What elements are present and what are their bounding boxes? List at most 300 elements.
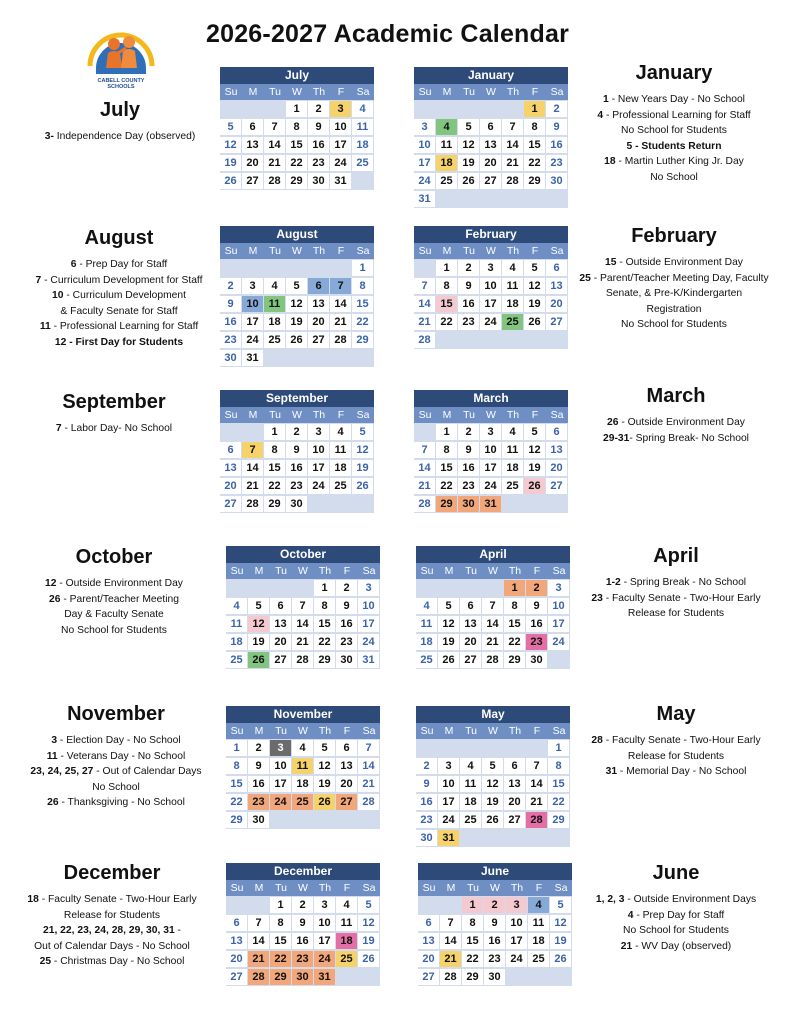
day-cell: 31 [358, 652, 379, 668]
calendar-march [414, 390, 568, 513]
day-cell: 22 [270, 951, 291, 967]
empty-day-cell [330, 260, 351, 276]
day-cell: 13 [504, 776, 525, 792]
event-text: Senate, & Pre-K/Kindergarten [605, 288, 743, 299]
day-cell: 11 [502, 278, 523, 294]
day-cell: 24 [358, 634, 379, 650]
day-cell: 3 [314, 897, 335, 913]
day-cell: 19 [314, 776, 335, 792]
day-cell: 11 [502, 442, 523, 458]
weekday-label: W [292, 86, 302, 98]
weekday-label: Th [312, 245, 326, 257]
calendar-month-header: December [226, 863, 380, 880]
day-cell: 18 [336, 933, 357, 949]
weekday-label: M [248, 86, 258, 98]
day-cell: 17 [506, 933, 527, 949]
weekday-header-row [414, 84, 568, 100]
calendar-day-grid [414, 100, 568, 208]
day-cell: 1 [264, 424, 285, 440]
day-cell: 11 [416, 616, 437, 632]
day-cell: 30 [286, 496, 307, 512]
event-text: - Parent/Teacher Meeting [60, 593, 179, 605]
day-cell: 2 [484, 897, 505, 913]
empty-day-cell [264, 260, 285, 276]
event-date: 23, 24, 25, 27 [30, 766, 94, 777]
weekday-label: Sa [552, 725, 566, 737]
event-date: 26 [47, 797, 59, 808]
day-cell: 9 [458, 442, 479, 458]
day-cell: 5 [248, 598, 269, 614]
day-cell: 12 [286, 296, 307, 312]
day-cell: 6 [480, 119, 501, 135]
event-text: - Professional Learning for Staff [50, 321, 199, 332]
day-cell: 20 [546, 296, 567, 312]
event-line [10, 892, 214, 908]
day-cell: 14 [264, 137, 285, 153]
day-cell: 5 [220, 119, 241, 135]
day-cell: 24 [480, 314, 501, 330]
event-line [14, 421, 214, 437]
empty-day-cell [286, 260, 307, 276]
empty-day-cell [480, 101, 501, 117]
weekday-label: F [337, 409, 345, 421]
day-cell: 23 [416, 812, 437, 828]
calendar-june [418, 863, 572, 986]
day-cell: 1 [524, 101, 545, 117]
day-cell: 25 [226, 652, 247, 668]
day-cell: 26 [458, 173, 479, 189]
weekday-label: F [343, 725, 351, 737]
day-cell: 27 [504, 812, 525, 828]
event-line [564, 286, 784, 302]
day-cell: 15 [270, 933, 291, 949]
calendar-day-grid [418, 896, 572, 986]
weekday-label: W [490, 882, 500, 894]
event-text: - Thanksgiving - No School [58, 797, 185, 808]
weekday-label: Tu [269, 86, 281, 98]
day-cell: 25 [416, 652, 437, 668]
day-cell: 1 [436, 260, 457, 276]
weekday-label: M [444, 725, 454, 737]
day-cell: 2 [308, 101, 329, 117]
month-heading: June [652, 862, 700, 884]
day-cell: 8 [314, 598, 335, 614]
event-line [576, 591, 776, 607]
day-cell: 17 [414, 155, 435, 171]
event-date: 26 [49, 593, 61, 605]
day-cell: 30 [248, 812, 269, 828]
day-cell: 27 [546, 314, 567, 330]
event-text: No School [92, 781, 140, 793]
event-line [10, 288, 228, 304]
weekday-label: M [248, 409, 258, 421]
day-cell: 5 [314, 740, 335, 756]
day-cell: 19 [220, 155, 241, 171]
event-line [576, 431, 776, 447]
event-line [576, 415, 776, 431]
weekday-label: M [248, 245, 258, 257]
weekday-label: Sa [550, 245, 564, 257]
empty-day-cell [220, 424, 241, 440]
weekday-label: F [533, 725, 541, 737]
day-cell: 7 [414, 278, 435, 294]
day-cell: 2 [526, 580, 547, 596]
calendar-day-grid [220, 100, 374, 190]
event-line [574, 139, 774, 155]
day-cell: 13 [480, 137, 501, 153]
day-cell: 9 [220, 296, 241, 312]
event-text: - Martin Luther King Jr. Day [615, 156, 744, 167]
day-cell: 24 [480, 478, 501, 494]
day-cell: 9 [292, 915, 313, 931]
weekday-label: M [254, 882, 264, 894]
event-text: - Prep Day for Staff [76, 259, 168, 270]
day-cell: 15 [462, 933, 483, 949]
day-cell: 24 [330, 155, 351, 171]
event-text: - Outside Environment Day [616, 257, 743, 268]
day-cell: 23 [220, 332, 241, 348]
event-text: No School [650, 171, 698, 183]
event-date: 18 [27, 894, 39, 905]
weekday-label: Sa [554, 882, 568, 894]
day-cell: 31 [314, 969, 335, 985]
day-cell: 31 [480, 496, 501, 512]
day-cell: 10 [270, 758, 291, 774]
weekday-label: W [292, 245, 302, 257]
day-cell: 4 [416, 598, 437, 614]
weekday-label: Th [508, 725, 522, 737]
event-text: - [174, 925, 181, 936]
notes-may [576, 701, 776, 780]
day-cell: 31 [414, 191, 435, 207]
event-date: 7 [35, 274, 42, 286]
day-cell: 17 [480, 296, 501, 312]
day-cell: 25 [336, 951, 357, 967]
weekday-label: Tu [463, 409, 475, 421]
weekday-label: W [292, 409, 302, 421]
event-date: 3 [51, 735, 58, 746]
day-cell: 11 [226, 616, 247, 632]
day-cell: 18 [502, 296, 523, 312]
day-cell: 28 [502, 173, 523, 189]
day-cell: 13 [418, 933, 439, 949]
event-line [10, 923, 214, 939]
day-cell: 28 [264, 173, 285, 189]
day-cell: 9 [416, 776, 437, 792]
event-text: - Professional Learning for Staff [603, 109, 751, 121]
event-text: - New Years Day - No School [608, 94, 745, 105]
day-cell: 23 [292, 951, 313, 967]
day-cell: 29 [524, 173, 545, 189]
event-text: Out of Calendar Days - No School [34, 940, 190, 952]
event-text: - Veterans Day - No School [57, 750, 186, 762]
weekday-label: Su [422, 882, 436, 894]
notes-october [14, 544, 214, 638]
weekday-label: Sa [362, 565, 376, 577]
event-line [10, 335, 228, 351]
day-cell: 5 [524, 424, 545, 440]
empty-day-cell [416, 580, 437, 596]
weekday-label: Su [224, 86, 238, 98]
day-cell: 30 [336, 652, 357, 668]
event-text: - Curriculum Development [63, 290, 186, 301]
day-cell: 12 [438, 616, 459, 632]
calendar-january [414, 67, 568, 208]
day-cell: 31 [242, 350, 263, 366]
day-cell: 17 [308, 460, 329, 476]
day-cell: 23 [546, 155, 567, 171]
day-cell: 28 [292, 652, 313, 668]
empty-day-cell [436, 101, 457, 117]
calendar-day-grid [226, 896, 380, 986]
weekday-label: Sa [552, 565, 566, 577]
event-text: - Faculty Senate - Two-Hour Early [38, 894, 197, 905]
weekday-label: Su [224, 409, 238, 421]
calendar-day-grid [416, 739, 570, 847]
weekday-label: Su [230, 882, 244, 894]
day-cell: 15 [436, 460, 457, 476]
day-cell: 13 [270, 616, 291, 632]
weekday-label: M [254, 565, 264, 577]
day-cell: 26 [352, 478, 373, 494]
day-cell: 8 [352, 278, 373, 294]
empty-day-cell [226, 580, 247, 596]
event-date: 25 [579, 272, 591, 284]
weekday-label: Su [230, 565, 244, 577]
day-cell: 26 [438, 652, 459, 668]
empty-day-cell [438, 740, 459, 756]
day-cell: 13 [546, 442, 567, 458]
day-cell: 5 [550, 897, 571, 913]
weekday-label: Su [420, 565, 434, 577]
day-cell: 23 [458, 478, 479, 494]
day-cell: 10 [548, 598, 569, 614]
day-cell: 26 [358, 951, 379, 967]
event-text: - WV Day (observed) [632, 940, 732, 952]
day-cell: 30 [546, 173, 567, 189]
calendar-month-header: July [220, 67, 374, 84]
weekday-label: Sa [356, 86, 370, 98]
day-cell: 20 [220, 478, 241, 494]
calendar-day-grid [414, 259, 568, 349]
event-date: 28 [591, 735, 603, 746]
day-cell: 16 [286, 460, 307, 476]
day-cell: 19 [358, 933, 379, 949]
day-cell: 25 [264, 332, 285, 348]
day-cell: 22 [436, 314, 457, 330]
event-line [14, 733, 218, 749]
day-cell: 22 [504, 634, 525, 650]
day-cell: 2 [458, 260, 479, 276]
day-cell: 14 [440, 933, 461, 949]
empty-day-cell [440, 897, 461, 913]
event-line [10, 939, 214, 955]
day-cell: 30 [220, 350, 241, 366]
event-line [576, 733, 776, 749]
event-text: Release for Students [627, 750, 725, 762]
day-cell: 11 [528, 915, 549, 931]
empty-day-cell [270, 580, 291, 596]
day-cell: 30 [526, 652, 547, 668]
event-text: Registration [646, 303, 702, 315]
event-line [574, 108, 774, 124]
day-cell: 27 [546, 478, 567, 494]
day-cell: 25 [330, 478, 351, 494]
event-text: - Spring Break - No School [620, 577, 747, 588]
day-cell: 19 [524, 296, 545, 312]
day-cell: 13 [336, 758, 357, 774]
day-cell: 13 [242, 137, 263, 153]
empty-day-cell [418, 897, 439, 913]
event-line [14, 592, 214, 608]
day-cell: 19 [248, 634, 269, 650]
day-cell: 29 [270, 969, 291, 985]
event-line [564, 271, 784, 287]
day-cell: 18 [528, 933, 549, 949]
day-cell: 10 [242, 296, 263, 312]
day-cell: 14 [248, 933, 269, 949]
day-cell: 6 [226, 915, 247, 931]
day-cell: 6 [308, 278, 329, 294]
day-cell: 27 [460, 652, 481, 668]
weekday-label: Tu [275, 725, 287, 737]
day-cell: 17 [270, 776, 291, 792]
day-cell: 1 [548, 740, 569, 756]
day-cell: 6 [504, 758, 525, 774]
day-cell: 7 [248, 915, 269, 931]
day-cell: 11 [330, 442, 351, 458]
day-cell: 16 [292, 933, 313, 949]
weekday-header-row [414, 407, 568, 423]
day-cell: 31 [330, 173, 351, 189]
weekday-label: Sa [362, 725, 376, 737]
event-text: Release for Students [627, 608, 725, 619]
day-cell: 24 [308, 478, 329, 494]
event-line [14, 780, 218, 796]
calendar-december [226, 863, 380, 986]
day-cell: 20 [418, 951, 439, 967]
weekday-label: M [254, 725, 264, 737]
weekday-label: F [531, 245, 539, 257]
day-cell: 14 [502, 137, 523, 153]
event-text: Independence Day (observed) [53, 131, 196, 142]
day-cell: 1 [286, 101, 307, 117]
day-cell: 9 [458, 278, 479, 294]
day-cell: 18 [264, 314, 285, 330]
day-cell: 1 [436, 424, 457, 440]
event-date: 5 - Students Return [626, 140, 722, 152]
day-cell: 19 [482, 794, 503, 810]
day-cell: 23 [526, 634, 547, 650]
day-cell: 8 [286, 119, 307, 135]
day-cell: 21 [440, 951, 461, 967]
day-cell: 27 [226, 969, 247, 985]
day-cell: 7 [440, 915, 461, 931]
event-line [576, 764, 776, 780]
weekday-label: Th [318, 725, 332, 737]
day-cell: 19 [286, 314, 307, 330]
weekday-header-row [414, 243, 568, 259]
day-cell: 18 [460, 794, 481, 810]
event-line [574, 123, 774, 139]
weekday-label: M [442, 409, 452, 421]
event-date: 3- [44, 131, 54, 142]
day-cell: 1 [504, 580, 525, 596]
calendar-april [416, 546, 570, 669]
day-cell: 26 [524, 314, 545, 330]
day-cell: 27 [308, 332, 329, 348]
event-line [10, 908, 214, 924]
event-date: 26 [607, 417, 619, 428]
day-cell: 27 [220, 496, 241, 512]
weekday-label: Sa [362, 882, 376, 894]
calendar-month-header: September [220, 390, 374, 407]
calendar-day-grid [220, 259, 374, 367]
day-cell: 14 [330, 296, 351, 312]
event-date: 6 [70, 259, 77, 270]
day-cell: 28 [248, 969, 269, 985]
day-cell: 4 [460, 758, 481, 774]
empty-day-cell [460, 740, 481, 756]
notes-july [20, 97, 220, 145]
day-cell: 8 [226, 758, 247, 774]
day-cell: 6 [270, 598, 291, 614]
weekday-label: Th [506, 409, 520, 421]
event-date: 15 [605, 257, 617, 268]
event-line [10, 257, 228, 273]
day-cell: 2 [336, 580, 357, 596]
day-cell: 9 [546, 119, 567, 135]
day-cell: 15 [314, 616, 335, 632]
day-cell: 4 [330, 424, 351, 440]
event-date: 12 [45, 578, 57, 589]
day-cell: 17 [438, 794, 459, 810]
event-line [14, 764, 218, 780]
day-cell: 25 [460, 812, 481, 828]
weekday-label: W [486, 86, 496, 98]
day-cell: 21 [330, 314, 351, 330]
day-cell: 13 [546, 278, 567, 294]
day-cell: 14 [242, 460, 263, 476]
day-cell: 28 [414, 332, 435, 348]
day-cell: 13 [308, 296, 329, 312]
logo-text: CABELL COUNTY SCHOOLS [97, 78, 145, 90]
day-cell: 5 [438, 598, 459, 614]
day-cell: 15 [286, 137, 307, 153]
weekday-label: W [298, 882, 308, 894]
empty-day-cell [242, 260, 263, 276]
day-cell: 22 [314, 634, 335, 650]
day-cell: 28 [242, 496, 263, 512]
day-cell: 28 [414, 496, 435, 512]
day-cell: 30 [416, 830, 437, 846]
empty-day-cell [416, 740, 437, 756]
weekday-label: Tu [269, 409, 281, 421]
month-heading: July [99, 99, 141, 121]
event-text: No School for Students [623, 925, 729, 936]
day-cell: 6 [418, 915, 439, 931]
day-cell: 30 [308, 173, 329, 189]
empty-day-cell [526, 740, 547, 756]
event-line [10, 304, 228, 320]
day-cell: 7 [414, 442, 435, 458]
event-line [10, 273, 228, 289]
day-cell: 20 [242, 155, 263, 171]
day-cell: 27 [418, 969, 439, 985]
day-cell: 24 [314, 951, 335, 967]
day-cell: 16 [484, 933, 505, 949]
day-cell: 2 [286, 424, 307, 440]
